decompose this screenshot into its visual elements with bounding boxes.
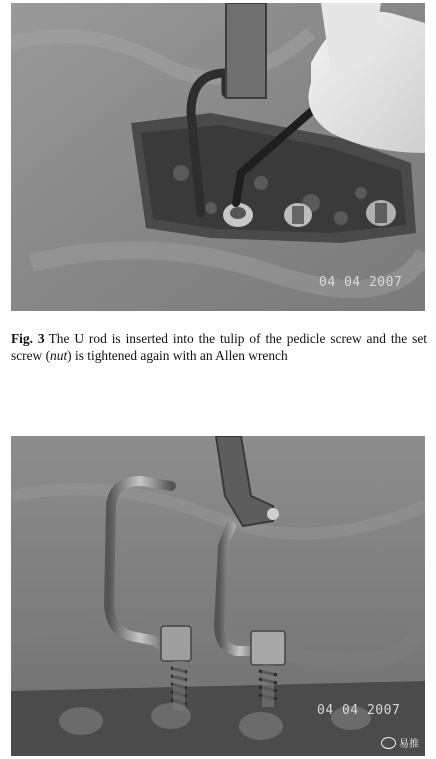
caption-italic: nut [50, 348, 68, 363]
chat-bubble-icon [381, 737, 396, 749]
watermark-text: 易推 [399, 739, 419, 750]
caption-text-1: The U rod is inserted into the tulip of the pedicle screw and the set screw ( [11, 331, 427, 363]
caption-label: Fig. 3 [11, 331, 45, 346]
figure-3-photo [11, 3, 425, 311]
caption-text-2: ) is tightened again with an Allen wrench [67, 348, 288, 363]
watermark [381, 735, 419, 750]
figure-3-caption [11, 330, 427, 364]
figure-4-date-stamp: 04 04 2007 [317, 703, 401, 718]
figure-3-illustration [11, 3, 425, 311]
figure-4-photo [11, 436, 425, 756]
figure-3-date-stamp: 04 04 2007 [319, 275, 403, 290]
screw-tulip-1 [223, 203, 253, 227]
screw-tulip-2 [284, 203, 312, 227]
screw-tulip-3 [366, 200, 396, 226]
